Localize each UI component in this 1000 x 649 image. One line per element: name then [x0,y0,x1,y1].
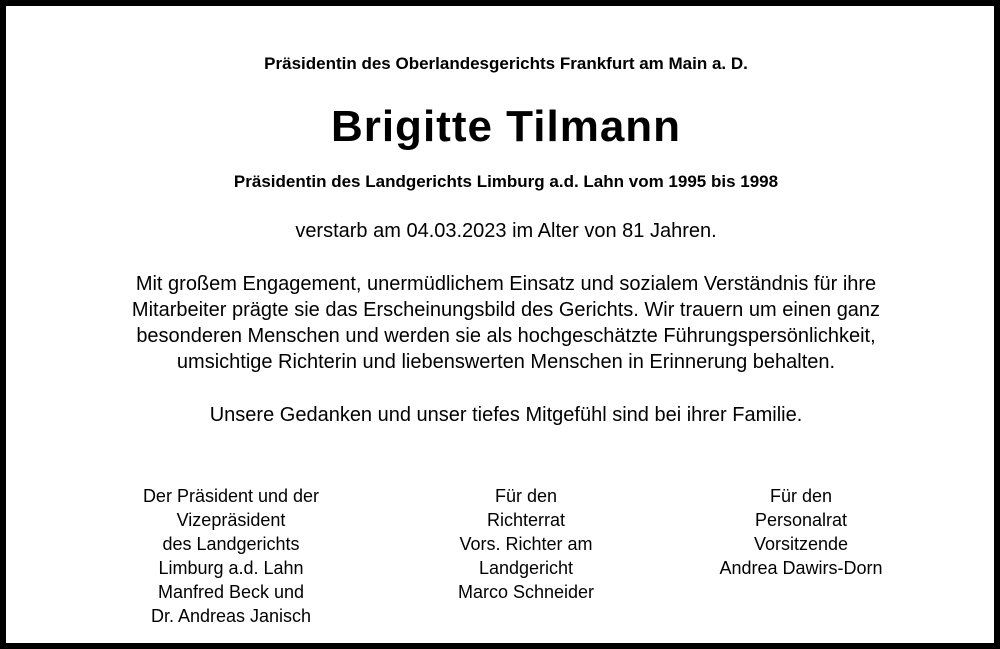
signature-judges-council [406,484,646,604]
signature-line: Manfred Beck und [157,582,305,602]
signature-line: Dr. Andreas Janisch [150,606,312,626]
former-title: Präsidentin des Oberlandesgerichts Frankfurt am Main a. D. [264,54,748,73]
signature-line: Vorsitzende [753,534,849,554]
position-line: Präsidentin des Landgerichts Limburg a.d. Lahn vom 1995 bis 1998 [233,172,779,191]
signature-line: Limburg a.d. Lahn [158,558,304,578]
signature-line: des Landgerichts [162,534,300,554]
signature-line: Andrea Dawirs-Dorn [719,558,883,578]
signature-staff-council [681,484,921,580]
tribute-line: Mit großem Engagement, unermüdlichem Einsatz und sozialem Verständnis für ihre [135,273,877,295]
tribute-line: besonderen Menschen und werden sie als hochgeschätzte Führungspersönlichkeit, [136,325,876,347]
death-line: verstarb am 04.03.2023 im Alter von 81 Jahren. [295,220,717,242]
signature-line: Für den [769,486,833,506]
signature-line: Marco Schneider [457,582,595,602]
condolence-line: Unsere Gedanken und unser tiefes Mitgefühl sind bei ihrer Familie. [209,404,803,426]
signature-line: Der Präsident und der [142,486,320,506]
signature-line: Richterrat [486,510,566,530]
signature-line: Vors. Richter am [459,534,593,554]
signature-line: Für den [494,486,558,506]
tribute-line: Mitarbeiter prägte sie das Erscheinungsbild des Gerichts. Wir trauern um einen ganz [131,299,881,321]
signature-court-presidents [101,484,361,628]
signature-line: Landgericht [478,558,574,578]
tribute-line: umsichtige Richterin und liebenswerten Menschen in Erinnerung behalten. [176,351,836,373]
deceased-name: Brigitte Tilmann [330,102,682,151]
tribute-text [66,271,946,375]
signature-line: Vizepräsident [176,510,286,530]
signature-line: Personalrat [754,510,848,530]
